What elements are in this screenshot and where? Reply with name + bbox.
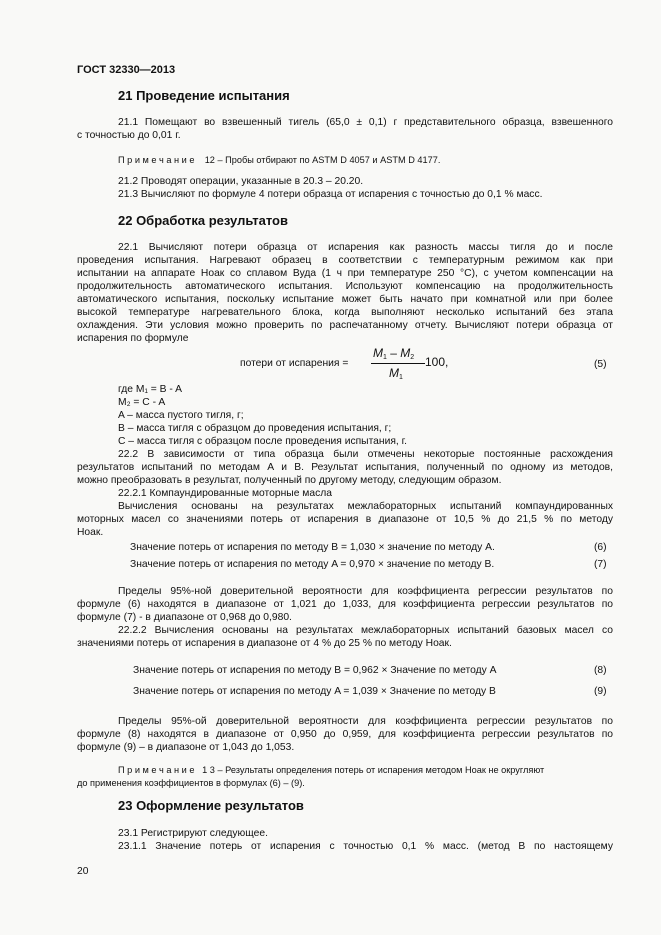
para-22-2-1-title: 22.2.1 Компаундированные моторные масла: [118, 488, 332, 499]
formula-5-label: потери от испарения =: [240, 358, 349, 369]
formula-5-numerator: $M_1 - M_2$: [373, 346, 415, 361]
note-text: 12 – Пробы отбирают по ASTM D 4057 и ASTM D 4177.: [204, 155, 441, 165]
limits-1-line: формуле (7) - в диапазоне от 0,968 до 0,980.: [77, 612, 292, 623]
formula-5-number: (5): [594, 359, 607, 370]
para-22-2-2-line: значениями потерь от испарения в диапазоне от 4 % до 25 % по методу Ноак.: [77, 638, 452, 649]
limits-1-line: Пределы 95%-ной доверительной вероятности для коэффициента регрессии результатов по: [118, 586, 613, 597]
para-22-2-1-line: моторных масел со значениями потерь от испарения в диапазоне от 10,5 % до 21,5 % по методу: [77, 514, 613, 525]
note-13-line-2: до применения коэффициентов в формулах (6) – (9).: [77, 778, 305, 788]
note-label: П р и м е ч а н и е: [118, 765, 195, 775]
para-22-2-2-line: 22.2.2 Вычисления основаны на результатах межлабораторных испытаний базовых масел со: [118, 625, 613, 636]
para-23-1-1: 23.1.1 Значение потерь от испарения с точностью 0,1 % масс. (метод В по настоящему: [118, 841, 613, 852]
para-22-2-1-line: Вычисления основаны на результатах межлабораторных испытаний компаундированных: [118, 501, 613, 512]
where-line: C – масса тигля с образцом после проведения испытания, г.: [118, 436, 407, 447]
para-22-2-line: можно преобразовать в результат, полученный по другому методу, следующим образом.: [77, 475, 502, 486]
para-23-1: 23.1 Регистрируют следующее.: [118, 828, 268, 839]
page-number: 20: [77, 866, 89, 877]
equation-9-number: (9): [594, 686, 607, 697]
para-22-1-line: 22.1 Вычисляют потери образца от испарения как разность массы тигля до и после: [118, 242, 613, 253]
equation-8-number: (8): [594, 665, 607, 676]
para-21-3: 21.3 Вычисляют по формуле 4 потери образца от испарения с точностью до 0,1 % масс.: [118, 189, 543, 200]
para-22-1-line: проведения испытания. Нагревают образец в соответствии с температурным режимом как при: [77, 255, 613, 266]
para-21-1-line-1: 21.1 Помещают во взвешенный тигель (65,0 ± 0,1) г представительного образца, взвешенного: [118, 117, 613, 128]
where-line: A – масса пустого тигля, г;: [118, 410, 244, 421]
equation-7-number: (7): [594, 559, 607, 570]
para-21-2: 21.2 Проводят операции, указанные в 20.3 – 20.20.: [118, 176, 364, 187]
para-22-2-line: 22.2 В зависимости от типа образца были отмечены некоторые постоянные расхождения: [118, 449, 613, 460]
limits-2-line: формуле (8) находятся в диапазоне от 0,950 до 0,959, для коэффициента регрессии результатов по: [77, 729, 613, 740]
fraction-line: [371, 363, 425, 364]
para-21-1-line-2: с точностью до 0,01 г.: [77, 130, 181, 141]
para-22-1-line: испытании на аппарате Ноак со сплавом Вуда (1 ч при температуре 250 °С), с учетом компенсации на: [77, 268, 613, 279]
para-22-1-line: высокой температуре нагревательного блока, когда выполняют несколько испытаний без этапа: [77, 307, 613, 318]
para-22-2-1-line: Ноак.: [77, 527, 104, 538]
where-line: B – масса тигля с образцом до проведения испытания, г;: [118, 423, 392, 434]
limits-2-line: формуле (9) – в диапазоне от 1,043 до 1,053.: [77, 742, 295, 753]
note-text: 1 3 – Результаты определения потерь от испарения методом Ноак не округляют: [202, 765, 545, 775]
equation-9: Значение потерь от испарения по методу A = 1,039 × Значение по методу B: [133, 686, 496, 697]
document-header: ГОСТ 32330—2013: [77, 64, 176, 76]
formula-5-denominator: $M_1$: [389, 366, 403, 381]
equation-6-number: (6): [594, 542, 607, 553]
para-22-2-line: результатов испытаний по методам А и В. Результат испытания, полученный по одному из методов,: [77, 462, 613, 473]
equation-8: Значение потерь от испарения по методу B = 0,962 × Значение по методу A: [133, 665, 497, 676]
note-12: [118, 154, 440, 167]
limits-2-line: Пределы 95%-ой доверительной вероятности для коэффициента регрессии результатов по: [118, 716, 613, 727]
para-22-1-line: охлаждения. Эти условия можно проверить по распечатанному отчету. Вычисляют потери образца от: [77, 320, 613, 331]
para-22-1-line: испарения по формуле: [77, 333, 189, 344]
para-22-1-line: автоматического испытания, поскольку испытание может быть начато при комнатной или при более: [77, 294, 613, 305]
where-line: где M₁ = B - A: [118, 384, 182, 395]
formula-5-factor: 100,: [425, 355, 449, 369]
where-line: M₂ = C - A: [118, 397, 166, 408]
equation-7: Значение потерь от испарения по методу A = 0,970 × значение по методу B.: [130, 559, 495, 570]
para-22-1-line: продолжительность автоматического испытания. Используют компенсацию на продолжительность: [77, 281, 613, 292]
note-label: П р и м е ч а н и е: [118, 155, 195, 165]
section-22-title: 22 Обработка результатов: [118, 213, 288, 228]
section-23-title: 23 Оформление результатов: [118, 798, 304, 813]
limits-1-line: формуле (6) находятся в диапазоне от 1,021 до 1,033, для коэффициента регрессии результатов по: [77, 599, 613, 610]
note-13: [118, 764, 544, 777]
equation-6: Значение потерь от испарения по методу B = 1,030 × значение по методу A.: [130, 542, 495, 553]
section-21-title: 21 Проведение испытания: [118, 88, 290, 103]
